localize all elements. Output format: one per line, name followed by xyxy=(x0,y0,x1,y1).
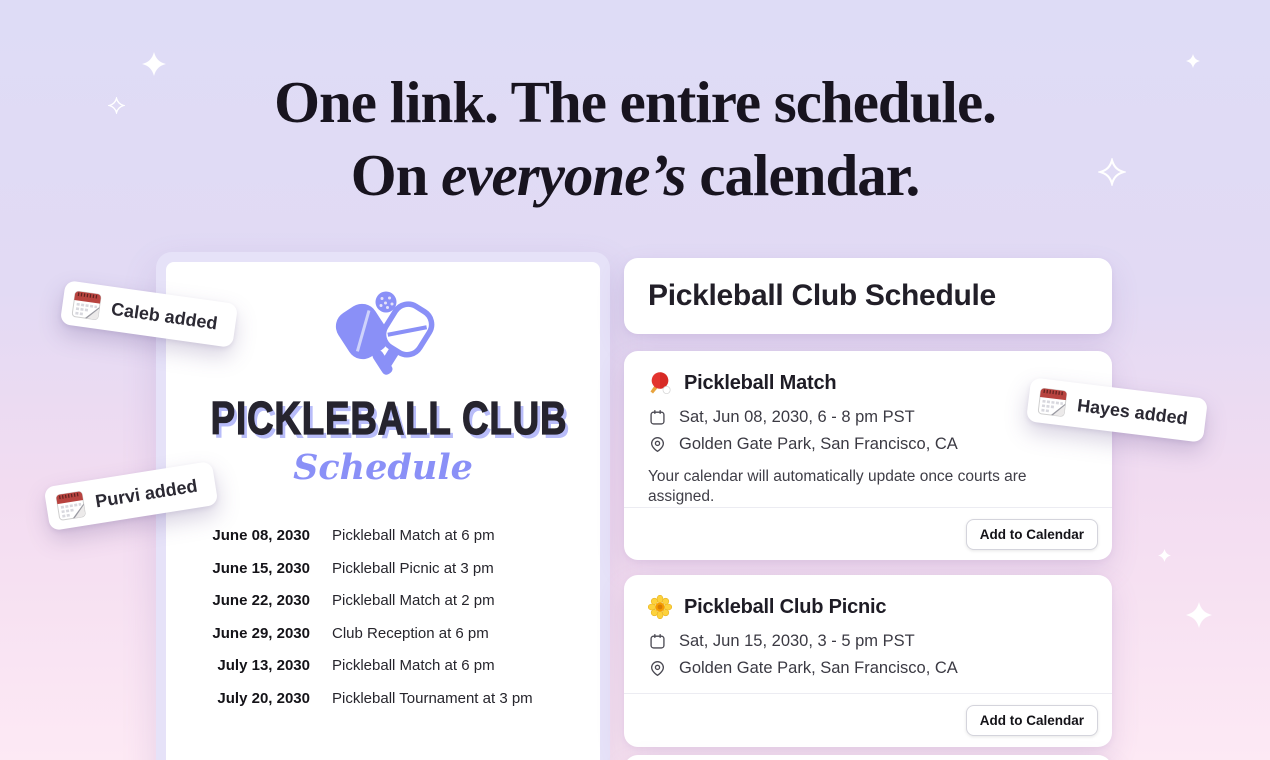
tear-off-calendar-icon xyxy=(1036,385,1069,418)
badge-label: Purvi added xyxy=(93,475,199,512)
headline-line2: On everyone’s calendar. xyxy=(350,142,920,208)
event-name: Pickleball Match at 2 pm xyxy=(332,592,495,609)
schedule-row xyxy=(188,527,578,545)
event-name: Pickleball Tournament at 3 pm xyxy=(332,689,533,707)
poster-schedule-list xyxy=(166,527,600,708)
poster-subtitle: Schedule xyxy=(293,447,473,488)
schedule-row xyxy=(188,657,578,675)
headline-line1: One link. The entire schedule. xyxy=(274,69,996,135)
ping-pong-paddle-icon xyxy=(648,371,672,395)
event-date: July 20, 2030 xyxy=(217,689,310,707)
tear-off-calendar-icon xyxy=(54,488,88,522)
sparkle-icon xyxy=(1186,602,1212,628)
event-card-partial xyxy=(624,755,1112,760)
badge-label: Caleb added xyxy=(110,298,219,334)
event-name: Club Reception at 6 pm xyxy=(332,624,489,642)
schedule-row xyxy=(188,625,578,643)
event-name: Pickleball Match at 6 pm xyxy=(332,527,495,544)
event-card-footer xyxy=(624,694,1112,747)
event-datetime-row xyxy=(648,407,1088,427)
event-datetime: Sat, Jun 08, 2030, 6 - 8 pm PST xyxy=(679,408,915,426)
event-date: June 08, 2030 xyxy=(212,527,310,544)
schedule-panel-title: Pickleball Club Schedule xyxy=(648,279,996,312)
page-title xyxy=(0,66,1270,212)
badge-label: Hayes added xyxy=(1076,394,1189,429)
blossom-flower-icon xyxy=(648,595,672,619)
event-title: Pickleball Club Picnic xyxy=(684,595,887,618)
calendar-icon xyxy=(648,633,666,650)
event-card-footer xyxy=(624,508,1112,560)
tear-off-calendar-icon xyxy=(70,288,104,322)
event-location-row xyxy=(648,658,1088,678)
add-to-calendar-button[interactable]: Add to Calendar xyxy=(966,705,1098,736)
event-date: July 13, 2030 xyxy=(217,657,310,674)
sparkle-icon xyxy=(1158,549,1171,562)
event-name: Pickleball Match at 6 pm xyxy=(332,657,495,674)
location-pin-icon xyxy=(648,436,666,453)
schedule-row xyxy=(188,690,578,708)
event-name: Pickleball Picnic at 3 pm xyxy=(332,559,494,577)
add-to-calendar-button[interactable]: Add to Calendar xyxy=(966,519,1098,550)
poster-title: PICKLEBALL CLUB xyxy=(210,392,568,444)
location-pin-icon xyxy=(648,660,666,677)
schedule-panel-header xyxy=(624,258,1112,334)
event-date: June 22, 2030 xyxy=(212,592,310,609)
event-datetime-row xyxy=(648,631,1088,651)
event-card-club-picnic xyxy=(624,575,1112,747)
event-datetime: Sat, Jun 15, 2030, 3 - 5 pm PST xyxy=(679,632,915,650)
schedule-row xyxy=(188,592,578,610)
event-location: Golden Gate Park, San Francisco, CA xyxy=(679,659,958,677)
event-card-body xyxy=(624,575,1112,693)
event-location-row xyxy=(648,434,1088,454)
event-title: Pickleball Match xyxy=(684,371,837,394)
event-card-body xyxy=(624,351,1112,507)
event-date: June 15, 2030 xyxy=(212,559,310,577)
calendar-icon xyxy=(648,409,666,426)
event-location: Golden Gate Park, San Francisco, CA xyxy=(679,435,958,453)
event-date: June 29, 2030 xyxy=(212,624,310,642)
schedule-row xyxy=(188,560,578,578)
headline-italic-word: everyone’s xyxy=(441,142,686,208)
crossed-paddles-logo-icon xyxy=(322,290,444,382)
event-note: Your calendar will automatically update once courts are assigned. xyxy=(648,468,1027,505)
